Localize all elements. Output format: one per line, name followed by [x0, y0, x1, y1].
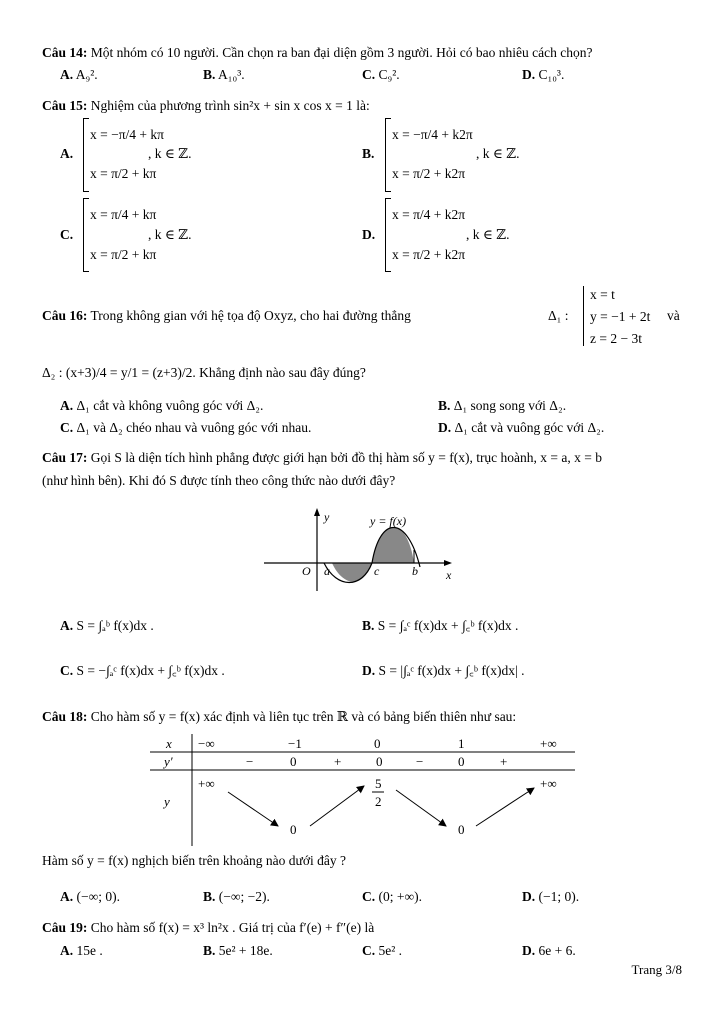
q17-text-2: (như hình bên). Khi đó S được tính theo công thức nào dưới đây?	[42, 473, 396, 488]
q17-graph-b-label: b	[412, 564, 418, 578]
q18-yp-4: −	[416, 754, 424, 769]
q17-graph-x-label: x	[446, 568, 452, 582]
q18-y-top-2: +∞	[540, 776, 557, 791]
q16-delta2: Δ₂ : (x+3)/4 = y/1 = (z+3)/2	[42, 365, 193, 380]
q18-question: Hàm số y = f(x) nghịch biến trên khoảng nào dưới đây ?	[42, 853, 346, 868]
q18-option-d: D. (−1; 0).	[522, 889, 580, 904]
q15-text: Nghiệm của phương trình sin²x + sin x cos x = 1 là:	[90, 98, 370, 113]
q17-option-d: D. S = |∫ₐᶜ f(x)dx + ∫꜀ᵇ f(x)dx| .	[362, 663, 525, 678]
q18-y-bottom-0: 0	[290, 822, 297, 837]
page-footer: Trang 3/8	[631, 962, 682, 977]
q16-stem	[42, 307, 411, 325]
q19-option-d: D. 6e + 6.	[522, 943, 576, 958]
q18-stem	[42, 708, 516, 726]
q18-label: Câu 18:	[42, 709, 88, 724]
q19-stem	[42, 919, 374, 937]
q18-option-c: C. (0; +∞).	[362, 889, 422, 904]
q17-y-arrow	[314, 508, 320, 516]
q15-label: Câu 15:	[42, 98, 88, 113]
q18-arrow-2	[310, 786, 364, 826]
q18-x-0: −∞	[198, 736, 215, 751]
q18-option-b: B. (−∞; −2).	[203, 889, 270, 904]
q18-yp-3: 0	[376, 754, 383, 769]
q14-option-a: A. A₉².	[60, 67, 98, 82]
q17-text-1: Gọi S là diện tích hình phẳng được giới hạn bởi đồ thị hàm số y = f(x), trục hoành, x = a, x = b	[90, 450, 603, 465]
q18-y-bottom-1: 0	[458, 822, 465, 837]
q16-and: và	[667, 308, 680, 323]
q18-yp-6: +	[500, 754, 508, 769]
q17-shaded-pos	[372, 527, 414, 563]
q17-label: Câu 17:	[42, 450, 88, 465]
q18-y-top-1-den: 2	[375, 794, 382, 809]
q18-x-3: 1	[458, 736, 465, 751]
q19-label: Câu 19:	[42, 920, 88, 935]
q17-stem-1	[42, 449, 602, 467]
q19-option-c: C. 5e² .	[362, 943, 403, 958]
q18-option-a: A. (−∞; 0).	[60, 889, 120, 904]
q17-option-a: A. S = ∫ₐᵇ f(x)dx .	[60, 618, 154, 633]
q18-x-1: −1	[288, 736, 302, 751]
q18-y-top-1-num: 5	[375, 776, 382, 791]
q18-yp-1: 0	[290, 754, 297, 769]
q16-option-d: D. Δ₁ cắt và vuông góc với Δ₂.	[438, 420, 605, 435]
q19-option-b: B. 5e² + 18e.	[203, 943, 273, 958]
q17-graph	[262, 505, 462, 595]
q16-delta1-z: z = 2 − 3t	[590, 331, 642, 346]
q16-option-c: C. Δ₁ và Δ₂ chéo nhau và vuông góc với nhau.	[60, 420, 312, 435]
q18-x-4: +∞	[540, 736, 557, 751]
q16-text: Trong không gian với hệ tọa độ Oxyz, cho hai đường thẳng	[90, 308, 411, 323]
q14-label: Câu 14:	[42, 45, 88, 60]
q16-question: . Khẳng định nào sau đây đúng?	[192, 365, 366, 380]
q17-graph-a-label: a	[324, 564, 330, 578]
q18-yp-0: −	[246, 754, 254, 769]
q14-text: Một nhóm có 10 người. Cần chọn ra ban đại diện gồm 3 người. Hỏi có bao nhiêu cách chọn?	[90, 45, 593, 60]
q18-yp-label: y′	[164, 754, 173, 769]
q17-option-c: C. S = −∫ₐᶜ f(x)dx + ∫꜀ᵇ f(x)dx .	[60, 663, 225, 678]
q18-text: Cho hàm số y = f(x) xác định và liên tục trên ℝ và có bảng biến thiên như sau:	[90, 709, 517, 724]
q16-delta2-line	[42, 364, 366, 382]
q17-graph-f-label: y = f(x)	[370, 514, 407, 528]
q18-arrow-3	[396, 790, 446, 826]
q18-x-2: 0	[374, 736, 381, 751]
q14-option-c: C. C₉².	[362, 67, 400, 82]
q16-delta1-y: y = −1 + 2t	[590, 309, 651, 324]
q14-option-b: B. A₁₀³.	[203, 67, 245, 82]
q14-stem	[42, 44, 592, 62]
q18-x-label: x	[166, 736, 172, 751]
q15-stem	[42, 97, 370, 115]
q16-option-b: B. Δ₁ song song với Δ₂.	[438, 398, 567, 413]
q17-graph-c-label: c	[374, 564, 380, 578]
q17-x-arrow	[444, 560, 452, 566]
q16-delta1-label: Δ₁ :	[548, 308, 569, 323]
q16-label: Câu 16:	[42, 308, 88, 323]
q19-text: Cho hàm số f(x) = x³ ln²x . Giá trị của f′(e) + f″(e) là	[90, 920, 375, 935]
q17-graph-y-label: y	[324, 510, 330, 524]
q18-variation-table	[150, 734, 575, 846]
q16-delta1-x: x = t	[590, 287, 615, 302]
q16-system-brace	[583, 286, 589, 346]
q18-yp-2: +	[334, 754, 342, 769]
q18-arrow-1	[228, 792, 278, 826]
q18-y-label: y	[164, 794, 170, 809]
q17-graph-o-label: O	[302, 564, 311, 578]
q18-arrow-4	[476, 788, 534, 826]
q17-option-b: B. S = ∫ₐᶜ f(x)dx + ∫꜀ᵇ f(x)dx .	[362, 618, 519, 633]
q19-option-a: A. 15e .	[60, 943, 103, 958]
q18-y-top-0: +∞	[198, 776, 215, 791]
q16-option-a: A. Δ₁ cắt và không vuông góc với Δ₂.	[60, 398, 264, 413]
q14-option-d: D. C₁₀³.	[522, 67, 565, 82]
q18-yp-5: 0	[458, 754, 465, 769]
